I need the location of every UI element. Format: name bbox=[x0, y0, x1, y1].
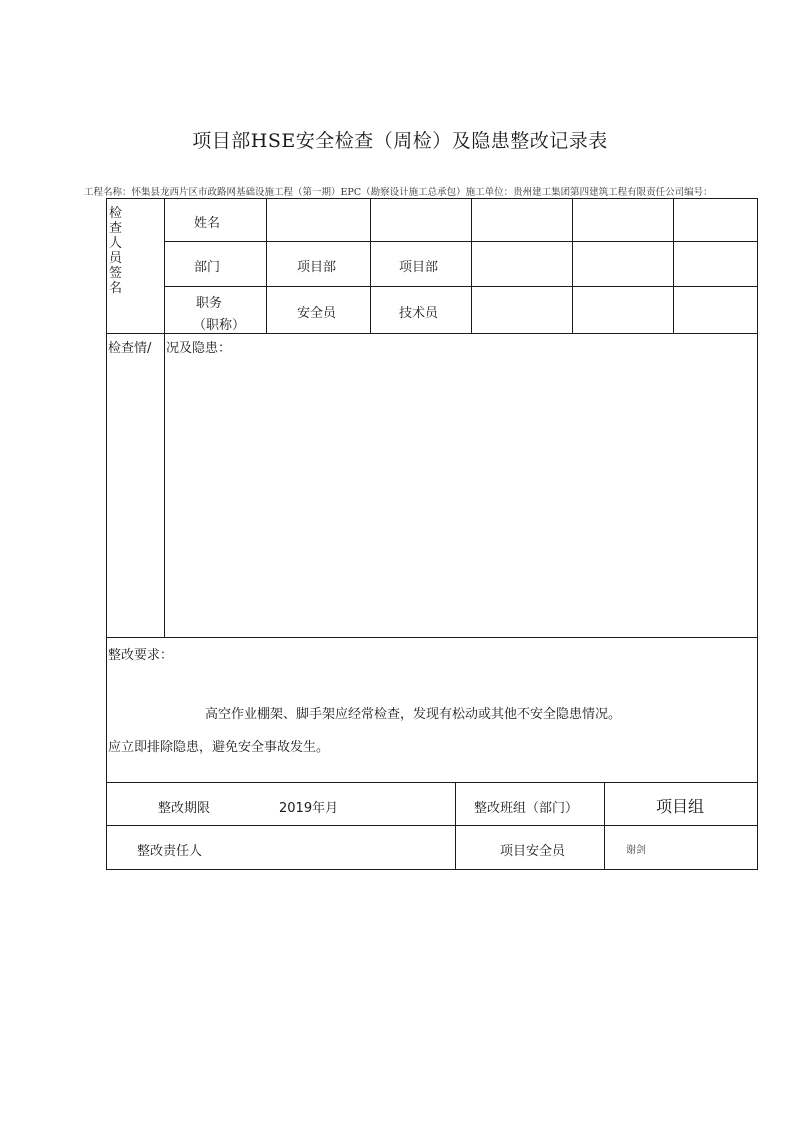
position-value-2: 技术员 bbox=[399, 306, 439, 321]
safety-officer-label: 项目安全员 bbox=[500, 844, 566, 859]
responsible-label: 整改责任人 bbox=[137, 844, 203, 859]
position-label: 职务 bbox=[196, 296, 223, 311]
deadline-value: 2019年月 bbox=[279, 801, 339, 816]
situation-label-left: 检查情/ bbox=[108, 341, 152, 356]
safety-officer-signature: 谢剑 bbox=[626, 845, 646, 856]
rectify-label: 整改要求： bbox=[108, 648, 174, 663]
project-info-line: 工程名称：怀集县龙西片区市政路网基础设施工程（第一期）EPC（勘察设计施工总承包）施工单位：贵州建工集团第四建筑工程有限责任公司编号： bbox=[84, 187, 713, 198]
deadline-label: 整改期限 bbox=[158, 801, 211, 816]
department-value-2: 项目部 bbox=[399, 260, 439, 275]
team-value: 项目组 bbox=[656, 797, 705, 816]
page-title: 项目部HSE安全检查（周检）及隐患整改记录表 bbox=[192, 130, 608, 152]
position-value-1: 安全员 bbox=[297, 306, 337, 321]
inspectors-group-label: 检查人员签名 bbox=[109, 206, 123, 296]
department-label: 部门 bbox=[194, 260, 221, 275]
rectify-line-2: 应立即排除隐患，避免安全事故发生。 bbox=[108, 740, 330, 755]
title-label: （职称） bbox=[193, 318, 246, 333]
rectify-line-1: 高空作业棚架、脚手架应经常检查，发现有松动或其他不安全隐患情况。 bbox=[205, 707, 622, 722]
team-label: 整改班组（部门） bbox=[474, 801, 579, 816]
department-value-1: 项目部 bbox=[297, 260, 337, 275]
name-label: 姓名 bbox=[194, 216, 221, 231]
situation-label-right: 况及隐患： bbox=[166, 341, 232, 356]
